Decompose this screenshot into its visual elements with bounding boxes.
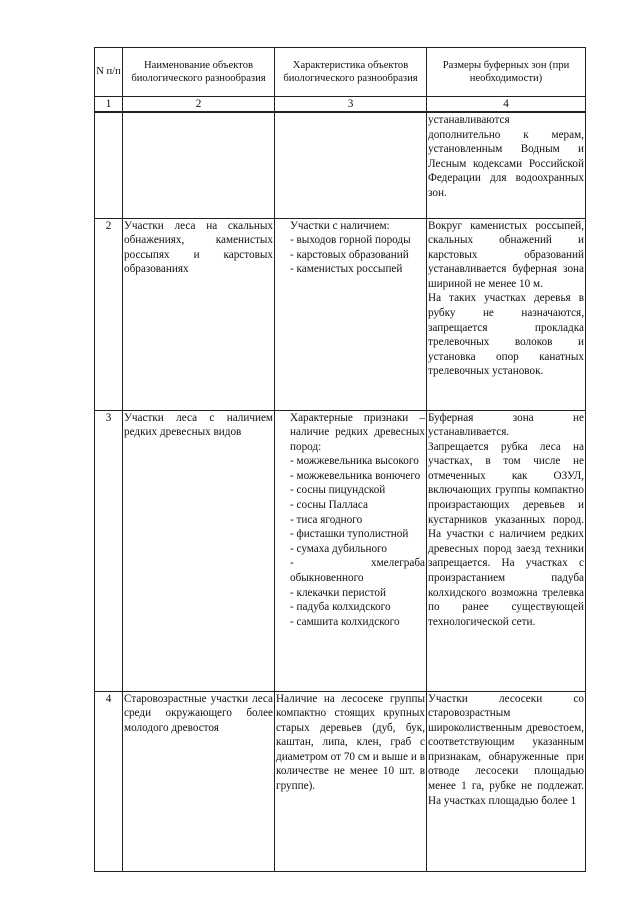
characteristic-line: - выходов горной породы: [290, 234, 411, 247]
row-number: 2: [95, 218, 123, 410]
column-number: 2: [123, 97, 275, 113]
row-characteristic: Наличие на лесосеке группы компактно стоящих крупных старых деревьев (дуб, бук, каштан, липа, клен, граб с диаметром от 70 см и выше и в количестве не менее 10 шт. в группе).: [275, 691, 427, 871]
row-number: 3: [95, 410, 123, 691]
buffer-paragraph: Вокруг каменистых россыпей, скальных обнажений и карстовых образований устанавливается буферная зона шириной не менее 10 м.: [428, 219, 584, 290]
document-page: [94, 47, 585, 872]
row-buffer: [427, 218, 586, 410]
characteristic-line: - фисташки туполистной: [290, 528, 409, 541]
characteristic-line: - самшита колхидского: [290, 615, 400, 628]
buffer-paragraph: Буферная зона не устанавливается.: [428, 411, 584, 439]
column-number: 1: [95, 97, 123, 113]
characteristic-line: Характерные признаки – наличие редких древесных пород:: [290, 411, 425, 453]
row-name: Участки леса с наличием редких древесных видов: [123, 410, 275, 691]
buffer-paragraph: Запрещается рубка леса на участках, в том числе не отмеченных как ОЗУЛ, включающих группы компактно произрастающих деревьев и кустарников указанных пород. На участки с наличием редких древесных пород заезд техники запрещается. На участках с произрастанием падуба колхидского возможна трелевка по ранее существующей технологической сети.: [428, 440, 584, 628]
table-header-row: [95, 48, 586, 97]
characteristic-line: - сумаха дубильного: [290, 542, 387, 555]
buffer-paragraph: На таких участках деревья в рубку не назначаются, запрещается прокладка трелевочных волоков и установка опор канатных трелевочных установок.: [428, 292, 584, 378]
characteristic-line: - каменистых россыпей: [290, 263, 403, 276]
header-buffer-size: Размеры буферных зон (при необходимости): [427, 48, 586, 97]
column-number-row: [95, 97, 586, 113]
characteristic-line: - хмелеграба обыкновенного: [290, 557, 425, 585]
header-name: Наименование объектов биологического разнообразия: [123, 48, 275, 97]
row-name: Старовозрастные участки леса среди окружающего более молодого древостоя: [123, 691, 275, 871]
biodiversity-table: [94, 47, 586, 872]
row-name: [123, 112, 275, 218]
table-row: [95, 218, 586, 410]
characteristic-line: Участки с наличием:: [290, 219, 390, 232]
characteristic-line: - сосны Палласа: [290, 499, 368, 512]
row-buffer: [427, 410, 586, 691]
table-row: [95, 410, 586, 691]
row-buffer: Участки лесосеки со старовозрастным широколиственным древостоем, соответствующим указанным признакам, обнаруженные при отводе лесосеки площадью менее 1 га, рубке не подлежат. На участках площадью более 1: [427, 691, 586, 871]
table-row: [95, 112, 586, 218]
row-number: 4: [95, 691, 123, 871]
column-number: 4: [427, 97, 586, 113]
characteristic-line: - сосны пицундской: [290, 484, 386, 497]
row-characteristic: [275, 112, 427, 218]
characteristic-line: - тиса ягодного: [290, 513, 363, 526]
characteristic-line: - карстовых образований: [290, 248, 409, 261]
characteristic-line: - можжевельника высокого: [290, 455, 419, 468]
header-number: N п/п: [95, 48, 123, 97]
row-characteristic: [275, 218, 427, 410]
characteristic-line: - падуба колхидского: [290, 601, 391, 614]
header-characteristic: Характеристика объектов биологического разнообразия: [275, 48, 427, 97]
row-number: [95, 112, 123, 218]
characteristic-line: - клекачки перистой: [290, 586, 386, 599]
characteristic-line: - можжевельника вонючего: [290, 469, 421, 482]
column-number: 3: [275, 97, 427, 113]
table-row: [95, 691, 586, 871]
row-characteristic: [275, 410, 427, 691]
row-buffer: устанавливаются дополнительно к мерам, установленным Водным и Лесным кодексами Российской Федерации для водоохранных зон.: [427, 112, 586, 218]
row-name: Участки леса на скальных обнажениях, каменистых россыпях и карстовых образованиях: [123, 218, 275, 410]
